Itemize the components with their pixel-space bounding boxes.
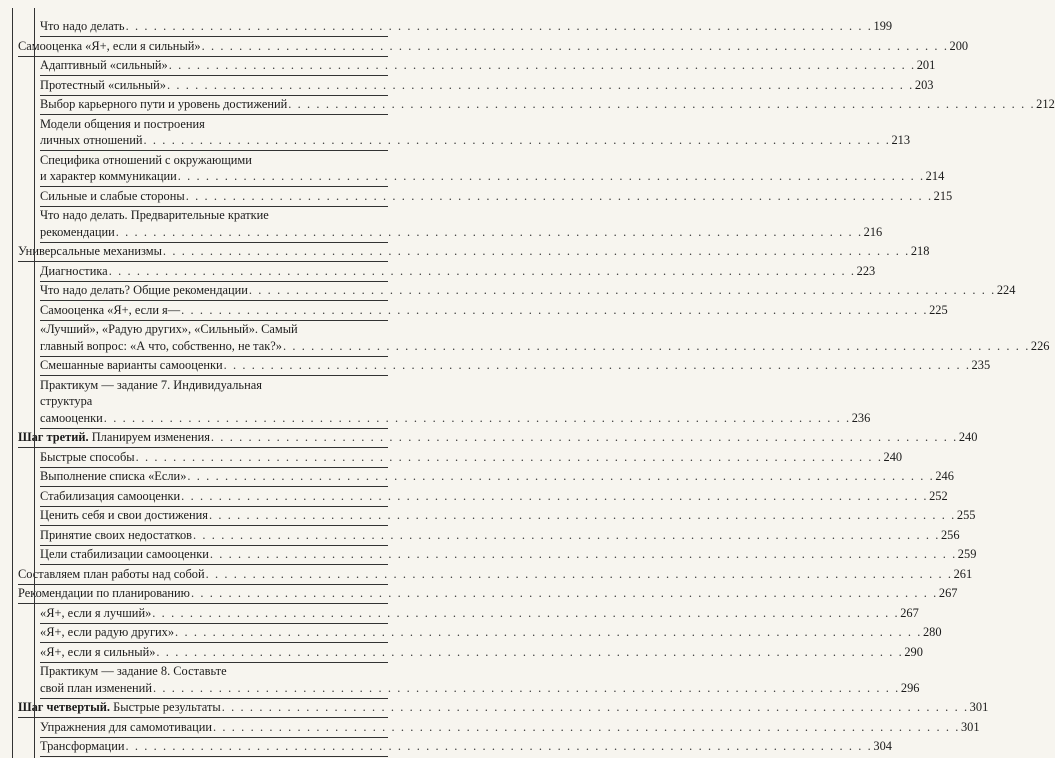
page-number: 201 [916,58,936,72]
toc-entry[interactable] [0,321,1050,354]
page-number: 301 [969,700,989,714]
toc-entry-title: структура [40,394,93,408]
outline-rule [12,8,13,758]
dot-leader: . . . . . . . . . . . . . . . . . . . . . . . . . . . . . . . . . . . . . . . . . . . . . . . . . . . . . . . . . . . . . . . . . . . . . . . . . . . . . . . . [181,302,929,317]
dot-leader: . . . . . . . . . . . . . . . . . . . . . . . . . . . . . . . . . . . . . . . . . . . . . . . . . . . . . . . . . . . . . . . . . . . . . . . . . . . . . . . . [175,625,922,639]
toc-entry[interactable] [0,566,973,583]
toc-entry-title: «Я+, если я лучший» [40,605,152,620]
dot-leader: . . . . . . . . . . . . . . . . . . . . . . . . . . . . . . . . . . . . . . . . . . . . . . . . . . . . . . . . . . . . . . . . . . . . . . . . . . . . . . . . [187,469,935,483]
toc-entry[interactable] [0,585,958,602]
page-number: 215 [933,188,953,203]
toc-entry-title: Трансформации [40,739,125,753]
toc-entry[interactable] [0,624,942,641]
dot-leader: . . . . . . . . . . . . . . . . . . . . . . . . . . . . . . . . . . . . . . . . . . . . . . . . . . . . . . . . . . . . . . . . . . . . . . . . . . . . . . . . [108,263,856,278]
dot-leader: . . . . . . . . . . . . . . . . . . . . . . . . . . . . . . . . . . . . . . . . . . . . . . . . . . . . . . . . . . . . . . . . . . . . . . . . . . . . . . . . [213,719,960,734]
page-number: 296 [900,680,920,695]
dot-leader: . . . . . . . . . . . . . . . . . . . . . . . . . . . . . . . . . . . . . . . . . . . . . . . . . . . . . . . . . . . . . . . . . . . . . . . . . . . . . . . . [193,527,940,542]
page-number: 236 [851,410,871,425]
toc-entry-title: «Я+, если я сильный» [40,644,156,659]
dot-leader: . . . . . . . . . . . . . . . . . . . . . . . . . . . . . . . . . . . . . . . . . . . . . . . . . . . . . . . . . . . . . . . . . . . . . . . . . . . . . . . . [152,680,900,695]
toc-entry-title: Самооценка «Я+, если я сильный» [18,38,201,53]
dot-leader: . . . . . . . . . . . . . . . . . . . . . . . . . . . . . . . . . . . . . . . . . . . . . . . . . . . . . . . . . . . . . . . . . . . . . . . . . . . . . . . . [125,19,873,33]
toc-entry[interactable] [0,507,976,524]
toc-step-title: Планируем изменения [88,430,210,444]
row-divider [40,756,388,757]
page-number: 200 [949,38,969,53]
toc-entry-title: Что надо делать [40,19,125,33]
dot-leader: . . . . . . . . . . . . . . . . . . . . . . . . . . . . . . . . . . . . . . . . . . . . . . . . . . . . . . . . . . . . . . . . . . . . . . . . . . . . . . . . [190,586,938,600]
toc-entry-title: Практикум — задание 7. Индивидуальная [40,377,262,392]
dot-leader: . . . . . . . . . . . . . . . . . . . . . . . . . . . . . . . . . . . . . . . . . . . . . . . . . . . . . . . . . . . . . . . . . . . . . . . . . . . . . . . . [221,700,969,714]
page-number: 255 [956,508,976,522]
toc-entry[interactable] [0,449,903,466]
toc-entry[interactable] [0,188,953,205]
toc-entry[interactable] [0,644,923,661]
toc-entry[interactable] [0,429,978,446]
toc-entry-title: Сильные и слабые стороны [40,188,185,203]
dot-leader: . . . . . . . . . . . . . . . . . . . . . . . . . . . . . . . . . . . . . . . . . . . . . . . . . . . . . . . . . . . . . . . . . . . . . . . . . . . . . . . . [223,358,971,372]
dot-leader: . . . . . . . . . . . . . . . . . . . . . . . . . . . . . . . . . . . . . . . . . . . . . . . . . . . . . . . . . . . . . . . . . . . . . . . . . . . . . . . . [152,605,900,620]
toc-entry-title: Самооценка «Я+, если я— [40,302,181,317]
dot-leader: . . . . . . . . . . . . . . . . . . . . . . . . . . . . . . . . . . . . . . . . . . . . . . . . . . . . . . . . . . . . . . . . . . . . . . . . . . . . . . . . [125,739,873,753]
page-number: 224 [996,283,1016,297]
dot-leader: . . . . . . . . . . . . . . . . . . . . . . . . . . . . . . . . . . . . . . . . . . . . . . . . . . . . . . . . . . . . . . . . . . . . . . . . . . . . . . . . [201,38,949,53]
page-number: 290 [904,644,923,659]
dot-leader: . . . . . . . . . . . . . . . . . . . . . . . . . . . . . . . . . . . . . . . . . . . . . . . . . . . . . . . . . . . . . . . . . . . . . . . . . . . . . . . . [205,566,953,581]
page-number: 226 [1030,338,1050,353]
page-number: 246 [935,469,954,483]
toc-entry-title: Цели стабилизации самооценки [40,547,209,561]
dot-leader: . . . . . . . . . . . . . . . . . . . . . . . . . . . . . . . . . . . . . . . . . . . . . . . . . . . . . . . . . . . . . . . . . . . . . . . . . . . . . . . . [209,547,957,561]
toc-entry-title: Что надо делать. Предварительные краткие [40,208,269,222]
dot-leader: . . . . . . . . . . . . . . . . . . . . . . . . . . . . . . . . . . . . . . . . . . . . . . . . . . . . . . . . . . . . . . . . . . . . . . . . . . . . . . . . [166,77,914,92]
toc-entry-title: главный вопрос: «А что, собственно, не так?» [40,338,282,353]
toc-entry-title: личных отношений [40,133,143,147]
page-number: 267 [938,586,958,600]
toc-entry-title: Составляем план работы над собой [18,566,205,581]
toc-entry-title: Диагностика [40,263,108,278]
toc-entry[interactable] [0,152,945,185]
toc-entry-title: Смешанные варианты самооценки [40,358,223,372]
toc-entry-title: Что надо делать? Общие рекомендации [40,283,248,297]
toc-entry[interactable] [0,663,920,696]
toc-entry-title: и характер коммуникации [40,169,177,183]
dot-leader: . . . . . . . . . . . . . . . . . . . . . . . . . . . . . . . . . . . . . . . . . . . . . . . . . . . . . . . . . . . . . . . . . . . . . . . . . . . . . . . . [177,169,925,183]
page-number: 223 [856,263,876,278]
toc-entry-title: Адаптивный «сильный» [40,58,168,72]
toc-entry[interactable] [0,302,948,319]
dot-leader: . . . . . . . . . . . . . . . . . . . . . . . . . . . . . . . . . . . . . . . . . . . . . . . . . . . . . . . . . . . . . . . . . . . . . . . . . . . . . . . . [135,449,883,464]
toc-entry-title: «Лучший», «Радую других», «Сильный». Самый [40,322,298,336]
dot-leader: . . . . . . . . . . . . . . . . . . . . . . . . . . . . . . . . . . . . . . . . . . . . . . . . . . . . . . . . . . . . . . . . . . . . . . . . . . . . . . . . [185,188,933,203]
page-number: 212 [1036,97,1055,111]
toc-entry-title [18,699,221,716]
dot-leader: . . . . . . . . . . . . . . . . . . . . . . . . . . . . . . . . . . . . . . . . . . . . . . . . . . . . . . . . . . . . . . . . . . . . . . . . . . . . . . . . [288,97,1036,111]
toc-entry[interactable] [0,207,883,240]
toc-entry[interactable] [0,605,919,622]
toc-entry[interactable] [0,719,980,736]
page-number: 203 [914,77,934,92]
page-number: 259 [957,547,977,561]
page-number: 252 [929,488,948,503]
page-number: 213 [891,133,911,147]
page-number: 261 [953,566,973,581]
outline-rule-inner [34,8,35,758]
toc-entry-title: Выполнение списка «Если» [40,469,187,483]
toc-entry[interactable] [0,18,893,35]
dot-leader: . . . . . . . . . . . . . . . . . . . . . . . . . . . . . . . . . . . . . . . . . . . . . . . . . . . . . . . . . . . . . . . . . . . . . . . . . . . . . . . . [103,410,851,425]
toc-entry[interactable] [0,263,876,280]
toc-entry[interactable] [0,699,989,716]
page-number: 235 [971,358,991,372]
toc-entry-title: Практикум — задание 8. Составьте [40,664,227,678]
toc-entry-title: Упражнения для самомотивации [40,719,212,734]
toc-entry[interactable] [0,96,1055,113]
toc-entry[interactable] [0,377,871,427]
toc-step-label: Шаг третий. [18,430,89,444]
toc-entry-title [18,429,210,446]
toc-entry[interactable] [0,282,1016,299]
toc-entry-title: Универсальные механизмы [18,244,162,258]
page-number: 214 [925,169,945,183]
toc-step-label: Шаг четвертый. [18,700,111,714]
dot-leader: . . . . . . . . . . . . . . . . . . . . . . . . . . . . . . . . . . . . . . . . . . . . . . . . . . . . . . . . . . . . . . . . . . . . . . . . . . . . . . . . [208,508,956,522]
page-number: 225 [929,302,948,317]
page-number: 304 [873,739,892,753]
toc-entry[interactable] [0,57,936,74]
dot-leader: . . . . . . . . . . . . . . . . . . . . . . . . . . . . . . . . . . . . . . . . . . . . . . . . . . . . . . . . . . . . . . . . . . . . . . . . . . . . . . . . [143,133,891,147]
dot-leader: . . . . . . . . . . . . . . . . . . . . . . . . . . . . . . . . . . . . . . . . . . . . . . . . . . . . . . . . . . . . . . . . . . . . . . . . . . . . . . . . [282,338,1030,353]
toc-entry[interactable] [0,546,977,563]
page-number: 280 [922,625,942,639]
dot-leader: . . . . . . . . . . . . . . . . . . . . . . . . . . . . . . . . . . . . . . . . . . . . . . . . . . . . . . . . . . . . . . . . . . . . . . . . . . . . . . . . [181,488,929,503]
toc-entry[interactable] [0,116,911,149]
toc-entry-title: «Я+, если радую других» [40,625,175,639]
toc-entry-title: Рекомендации по планированию [18,586,190,600]
toc-entry-title: Выбор карьерного пути и уровень достижений [40,97,288,111]
toc-entry-title: рекомендации [40,224,115,239]
dot-leader: . . . . . . . . . . . . . . . . . . . . . . . . . . . . . . . . . . . . . . . . . . . . . . . . . . . . . . . . . . . . . . . . . . . . . . . . . . . . . . . . [162,244,910,258]
page-number: 240 [883,449,903,464]
toc-entry[interactable] [0,468,954,485]
dot-leader: . . . . . . . . . . . . . . . . . . . . . . . . . . . . . . . . . . . . . . . . . . . . . . . . . . . . . . . . . . . . . . . . . . . . . . . . . . . . . . . . [168,58,916,72]
page-number: 218 [910,244,930,258]
toc-entry-title: Ценить себя и свои достижения [40,508,208,522]
dot-leader: . . . . . . . . . . . . . . . . . . . . . . . . . . . . . . . . . . . . . . . . . . . . . . . . . . . . . . . . . . . . . . . . . . . . . . . . . . . . . . . . [115,224,863,239]
toc-entry-title: Принятие своих недостатков [40,527,193,542]
toc-entry[interactable] [0,527,960,544]
page-number: 199 [873,19,893,33]
toc-entry[interactable] [0,488,948,505]
toc-entry-title: Специфика отношений с окружающими [40,152,252,167]
dot-leader: . . . . . . . . . . . . . . . . . . . . . . . . . . . . . . . . . . . . . . . . . . . . . . . . . . . . . . . . . . . . . . . . . . . . . . . . . . . . . . . . [210,430,958,444]
toc-entry-title: самооценки [40,410,103,425]
page-number: 267 [900,605,919,620]
toc-entry-title: Стабилизация самооценки [40,488,181,503]
page-number: 256 [940,527,960,542]
toc-entry[interactable] [0,77,934,94]
dot-leader: . . . . . . . . . . . . . . . . . . . . . . . . . . . . . . . . . . . . . . . . . . . . . . . . . . . . . . . . . . . . . . . . . . . . . . . . . . . . . . . . [156,644,904,659]
toc-entry[interactable] [0,738,892,755]
page-number: 216 [863,224,883,239]
page-number: 301 [960,719,980,734]
page-number: 240 [958,430,978,444]
toc-entry-title: Модели общения и построения [40,116,205,131]
toc-entry-title: Протестный «сильный» [40,77,166,92]
toc-step-title: Быстрые результаты [110,700,221,714]
dot-leader: . . . . . . . . . . . . . . . . . . . . . . . . . . . . . . . . . . . . . . . . . . . . . . . . . . . . . . . . . . . . . . . . . . . . . . . . . . . . . . . . [248,283,996,297]
toc-entry[interactable] [0,243,930,260]
toc-entry[interactable] [0,38,969,55]
toc-entry[interactable] [0,357,991,374]
toc-entry-title: свой план изменений [40,680,152,695]
toc-entry-title: Быстрые способы [40,449,135,464]
